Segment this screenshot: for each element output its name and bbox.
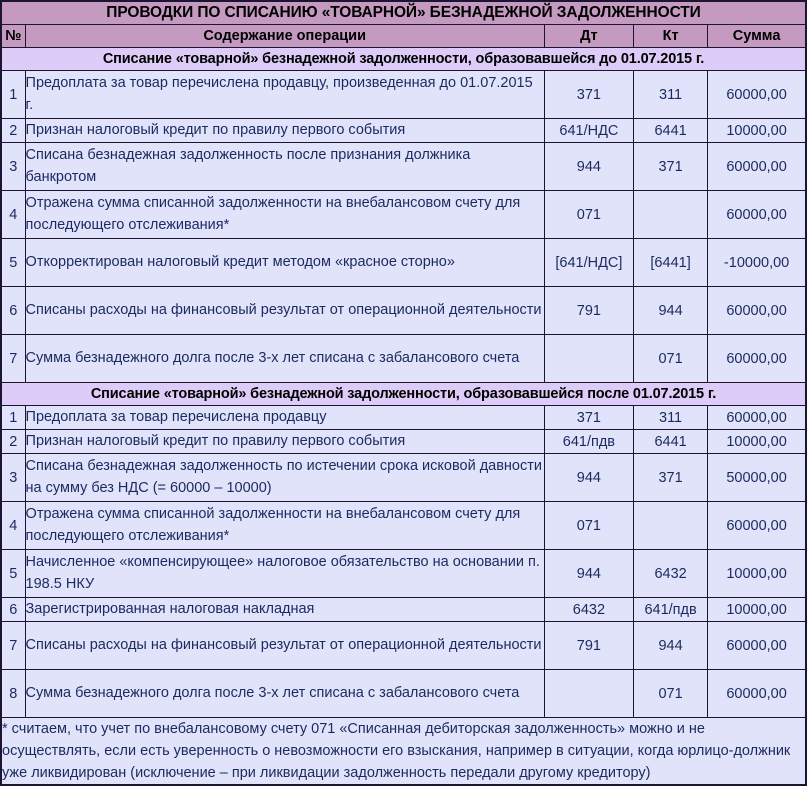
row-credit <box>633 502 707 550</box>
row-debit <box>544 670 633 718</box>
row-description: Сумма безнадежного долга после 3-х лет списана с забалансового счета <box>25 335 544 383</box>
row-credit: 311 <box>633 71 707 119</box>
row-debit: 944 <box>544 454 633 502</box>
row-credit: 944 <box>633 287 707 335</box>
column-header-amount: Сумма <box>708 25 806 48</box>
table-body <box>1 1 806 785</box>
row-description: Списана безнадежная задолженность после признания должника банкротом <box>25 143 544 191</box>
row-debit <box>544 335 633 383</box>
row-debit: 944 <box>544 550 633 598</box>
table-row <box>1 239 806 287</box>
row-description: Предоплата за товар перечислена продавцу <box>25 406 544 430</box>
row-debit: 071 <box>544 502 633 550</box>
row-amount: 60000,00 <box>708 191 806 239</box>
footnote-row <box>1 718 806 786</box>
row-number: 6 <box>1 287 25 335</box>
row-amount: 60000,00 <box>708 71 806 119</box>
row-number: 5 <box>1 239 25 287</box>
row-credit: 071 <box>633 335 707 383</box>
row-credit: [6441] <box>633 239 707 287</box>
row-description: Сумма безнадежного долга после 3-х лет списана с забалансового счета <box>25 670 544 718</box>
row-number: 2 <box>1 430 25 454</box>
row-number: 2 <box>1 119 25 143</box>
row-credit: 6441 <box>633 119 707 143</box>
row-amount: -10000,00 <box>708 239 806 287</box>
row-amount: 10000,00 <box>708 598 806 622</box>
table-row <box>1 430 806 454</box>
row-description: Отражена сумма списанной задолженности на внебалансовом счету для последующего отслеживания* <box>25 191 544 239</box>
row-debit: 371 <box>544 406 633 430</box>
row-description: Зарегистрированная налоговая накладная <box>25 598 544 622</box>
table-row <box>1 502 806 550</box>
row-description: Отражена сумма списанной задолженности на внебалансовом счету для последующего отслеживания* <box>25 502 544 550</box>
table-row <box>1 119 806 143</box>
table-row <box>1 287 806 335</box>
row-debit: 791 <box>544 287 633 335</box>
section-heading: Списание «товарной» безнадежной задолженности, образовавшейся до 01.07.2015 г. <box>1 48 806 71</box>
column-header-description: Содержание операции <box>25 25 544 48</box>
table-row <box>1 622 806 670</box>
row-description: Признан налоговый кредит по правилу первого события <box>25 119 544 143</box>
row-amount: 60000,00 <box>708 335 806 383</box>
table-row <box>1 550 806 598</box>
row-amount: 60000,00 <box>708 502 806 550</box>
row-description: Списаны расходы на финансовый результат от операционной деятельности <box>25 287 544 335</box>
row-description: Списаны расходы на финансовый результат от операционной деятельности <box>25 622 544 670</box>
row-debit: [641/НДС] <box>544 239 633 287</box>
row-amount: 60000,00 <box>708 622 806 670</box>
table-row <box>1 143 806 191</box>
table-row <box>1 191 806 239</box>
row-number: 1 <box>1 406 25 430</box>
table-row <box>1 406 806 430</box>
row-credit <box>633 191 707 239</box>
row-credit: 311 <box>633 406 707 430</box>
row-amount: 60000,00 <box>708 406 806 430</box>
row-description: Начисленное «компенсирующее» налоговое обязательство на основании п. 198.5 НКУ <box>25 550 544 598</box>
row-credit: 371 <box>633 454 707 502</box>
row-number: 4 <box>1 191 25 239</box>
row-debit: 641/пдв <box>544 430 633 454</box>
row-number: 3 <box>1 143 25 191</box>
row-debit: 371 <box>544 71 633 119</box>
row-description: Предоплата за товар перечислена продавцу, произведенная до 01.07.2015 г. <box>25 71 544 119</box>
row-debit: 071 <box>544 191 633 239</box>
row-description: Откорректирован налоговый кредит методом «красное сторно» <box>25 239 544 287</box>
row-debit: 641/НДС <box>544 119 633 143</box>
column-header-num: № <box>1 25 25 48</box>
section-heading-row <box>1 383 806 406</box>
row-amount: 60000,00 <box>708 287 806 335</box>
row-amount: 10000,00 <box>708 119 806 143</box>
table-row <box>1 71 806 119</box>
table-title-row <box>1 1 806 25</box>
table-row <box>1 454 806 502</box>
column-header-row <box>1 25 806 48</box>
row-description: Списана безнадежная задолженность по истечении срока исковой давности на сумму без НДС (= 60000 – 10000) <box>25 454 544 502</box>
column-header-debit: Дт <box>544 25 633 48</box>
table-row <box>1 598 806 622</box>
row-amount: 10000,00 <box>708 550 806 598</box>
row-amount: 60000,00 <box>708 143 806 191</box>
row-amount: 60000,00 <box>708 670 806 718</box>
row-description: Признан налоговый кредит по правилу первого события <box>25 430 544 454</box>
footnote-text: * считаем, что учет по внебалансовому счету 071 «Списанная дебиторская задолженность» можно и не осуществлять, если есть уверенность о невозможности его взыскания, например в ситуации, когда юрлицо-должник уже ликвидирован (исключение – при ликвидации задолженность передали другому кредитору) <box>1 718 806 786</box>
row-credit: 6432 <box>633 550 707 598</box>
row-credit: 071 <box>633 670 707 718</box>
row-credit: 6441 <box>633 430 707 454</box>
row-credit: 371 <box>633 143 707 191</box>
row-amount: 50000,00 <box>708 454 806 502</box>
row-number: 7 <box>1 335 25 383</box>
row-number: 1 <box>1 71 25 119</box>
row-number: 7 <box>1 622 25 670</box>
row-number: 8 <box>1 670 25 718</box>
row-number: 4 <box>1 502 25 550</box>
page-title: ПРОВОДКИ ПО СПИСАНИЮ «ТОВАРНОЙ» БЕЗНАДЕЖНОЙ ЗАДОЛЖЕННОСТИ <box>1 1 806 25</box>
row-number: 3 <box>1 454 25 502</box>
row-number: 6 <box>1 598 25 622</box>
row-credit: 641/пдв <box>633 598 707 622</box>
row-number: 5 <box>1 550 25 598</box>
table-row <box>1 335 806 383</box>
column-header-credit: Кт <box>633 25 707 48</box>
row-debit: 791 <box>544 622 633 670</box>
row-debit: 6432 <box>544 598 633 622</box>
row-credit: 944 <box>633 622 707 670</box>
table-row <box>1 670 806 718</box>
section-heading: Списание «товарной» безнадежной задолженности, образовавшейся после 01.07.2015 г. <box>1 383 806 406</box>
section-heading-row <box>1 48 806 71</box>
row-debit: 944 <box>544 143 633 191</box>
row-amount: 10000,00 <box>708 430 806 454</box>
